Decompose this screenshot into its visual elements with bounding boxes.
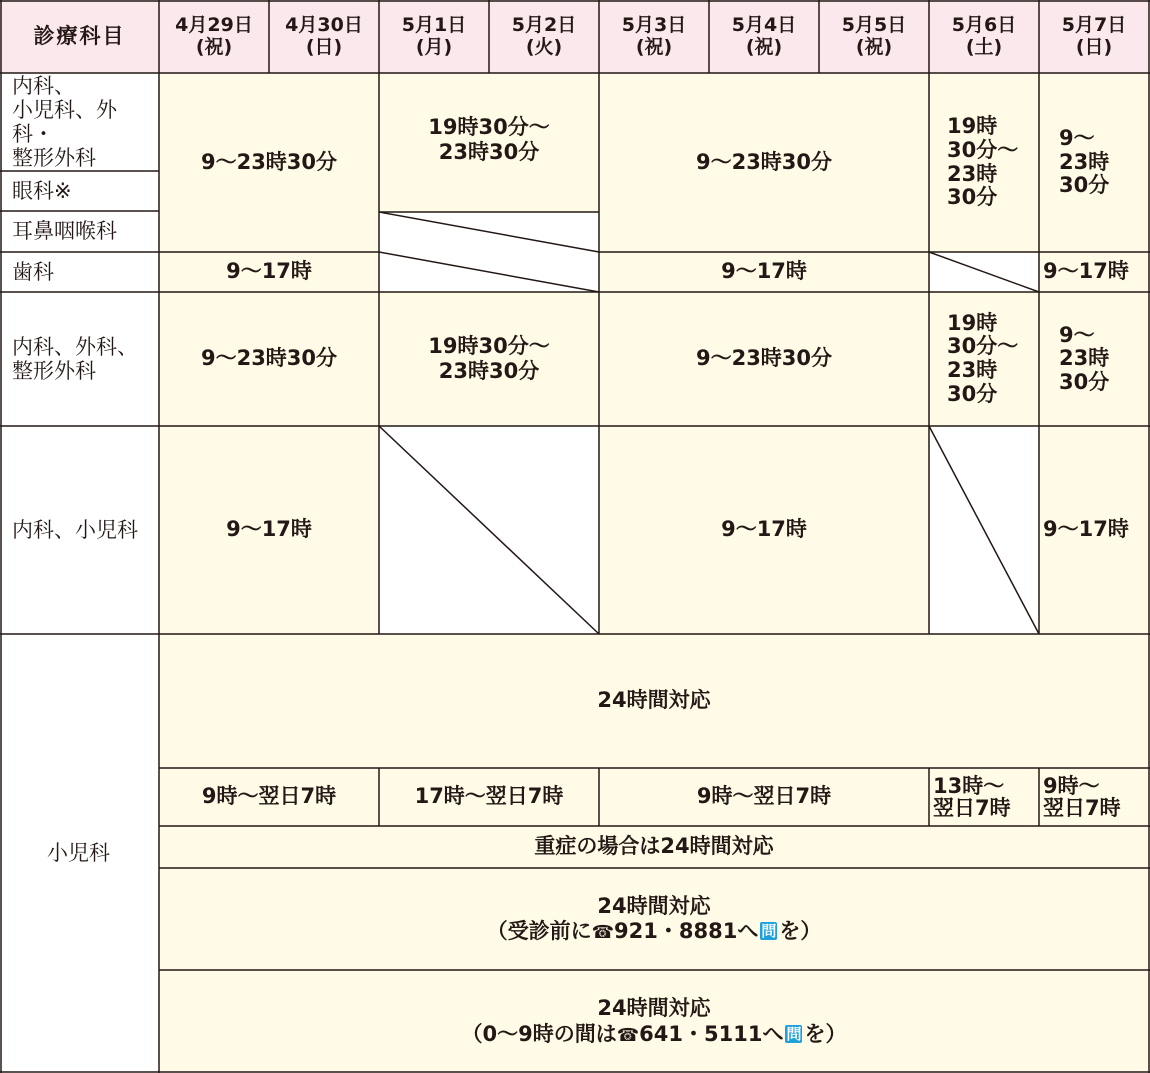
day-date: 4月29日: [175, 13, 253, 36]
day-weekday: (祝): [745, 35, 783, 58]
header-day-may5: [819, 0, 929, 73]
note-mid: へ: [762, 1021, 784, 1046]
hours-dental-golden-week: 9～17時: [599, 252, 929, 292]
phone-icon: [592, 919, 614, 943]
dept-dentistry: 歯科: [0, 252, 159, 292]
hours-block1-golden-week: 9～23時30分: [599, 73, 929, 252]
pediatrics-row5-title: 24時間対応: [597, 996, 711, 1021]
hours-block2-holiday1: 9～23時30分: [159, 292, 379, 426]
day-weekday: (土): [965, 35, 1003, 58]
pediatrics-row4: [159, 868, 1149, 970]
phone-number: 641・5111: [639, 1021, 763, 1046]
day-date: 5月7日: [1061, 13, 1127, 36]
header-day-may2: [489, 0, 599, 73]
day-weekday: (日): [305, 35, 343, 58]
day-weekday: (祝): [195, 35, 233, 58]
day-date: 5月1日: [401, 13, 467, 36]
day-date: 5月3日: [621, 13, 687, 36]
note-mid: へ: [737, 919, 759, 943]
pediatrics-row4-note: [487, 919, 822, 944]
hours-dental-holiday1: 9～17時: [159, 252, 379, 292]
hours-dental-sun: 9～17時: [1039, 252, 1149, 292]
hours-block3-golden-week: 9～17時: [599, 426, 929, 634]
pediatrics-row2-weekday: 17時～翌日7時: [379, 768, 599, 826]
hours-block1-holiday1: 9～23時30分: [159, 73, 379, 252]
header-day-apr29: [159, 0, 269, 73]
header-day-may3: [599, 0, 709, 73]
hours-block3-sun: 9～17時: [1039, 426, 1149, 634]
dept-ophthalmology: 眼科※: [0, 171, 159, 211]
header-department: [0, 0, 159, 73]
dept-internal-pediatrics-surgery-ortho: 内科、 小児科、外科・ 整形外科: [0, 73, 159, 171]
header-day-may6: [929, 0, 1039, 73]
note-prefix: （受診前に: [486, 919, 592, 943]
hours-block1-weekday: 19時30分～ 23時30分: [379, 73, 599, 212]
pediatrics-row3-severe: 重症の場合は24時間対応: [159, 826, 1149, 868]
dept-otolaryngology: 耳鼻咽喉科: [0, 211, 159, 252]
header-day-apr30: [269, 0, 379, 73]
pediatrics-row5: [159, 970, 1149, 1073]
pediatrics-row2-holiday1: 9時～翌日7時: [159, 768, 379, 826]
header-day-may1: [379, 0, 489, 73]
pediatrics-row2-golden-week: 9時～翌日7時: [599, 768, 929, 826]
closed-block3-weekday: [379, 426, 599, 634]
dept-pediatrics: 小児科: [0, 634, 159, 1073]
inquiry-badge-icon: 問: [786, 1024, 802, 1043]
closed-dental-sat: [929, 252, 1039, 292]
header-day-may7: [1039, 0, 1149, 73]
note-suffix: を）: [804, 1021, 847, 1046]
day-date: 5月4日: [731, 13, 797, 36]
pediatrics-row2-sun: 9時～ 翌日7時: [1039, 768, 1149, 826]
hours-block1-sat: 19時 30分～ 23時 30分: [929, 73, 1039, 252]
hours-block1-sun: 9～ 23時 30分: [1039, 73, 1149, 252]
day-date: 5月2日: [511, 13, 577, 36]
note-suffix: を）: [779, 919, 822, 943]
dept-internal-pediatrics: 内科、小児科: [0, 426, 159, 634]
dept-internal-surgery-ortho: 内科、外科、 整形外科: [0, 292, 159, 426]
hours-block2-sat: 19時 30分～ 23時 30分: [929, 292, 1039, 426]
pediatrics-row1-24h: 24時間対応: [159, 634, 1149, 768]
day-weekday: (火): [525, 35, 563, 58]
hours-block3-holiday1: 9～17時: [159, 426, 379, 634]
day-weekday: (日): [1075, 35, 1113, 58]
day-weekday: (祝): [855, 35, 893, 58]
day-weekday: (月): [415, 35, 453, 58]
pediatrics-row4-title: 24時間対応: [597, 893, 711, 918]
pediatrics-row5-note: [462, 1022, 847, 1047]
hours-block2-golden-week: 9～23時30分: [599, 292, 929, 426]
header-day-may4: [709, 0, 819, 73]
inquiry-badge-icon: 問: [761, 922, 777, 940]
closed-block1-weekday: [379, 212, 599, 292]
day-weekday: (祝): [635, 35, 673, 58]
header-department-label: 診療科目: [33, 24, 126, 49]
day-date: 4月30日: [285, 13, 363, 36]
pediatrics-row2-sat: 13時～ 翌日7時: [929, 768, 1039, 826]
day-date: 5月6日: [951, 13, 1017, 36]
note-prefix: （0～9時の間は: [461, 1021, 617, 1046]
phone-number: 921・8881: [614, 919, 738, 943]
hours-block2-weekday: 19時30分～ 23時30分: [379, 292, 599, 426]
phone-icon: [617, 1022, 639, 1046]
closed-block3-sat: [929, 426, 1039, 634]
hours-block2-sun: 9～ 23時 30分: [1039, 292, 1149, 426]
day-date: 5月5日: [841, 13, 907, 36]
